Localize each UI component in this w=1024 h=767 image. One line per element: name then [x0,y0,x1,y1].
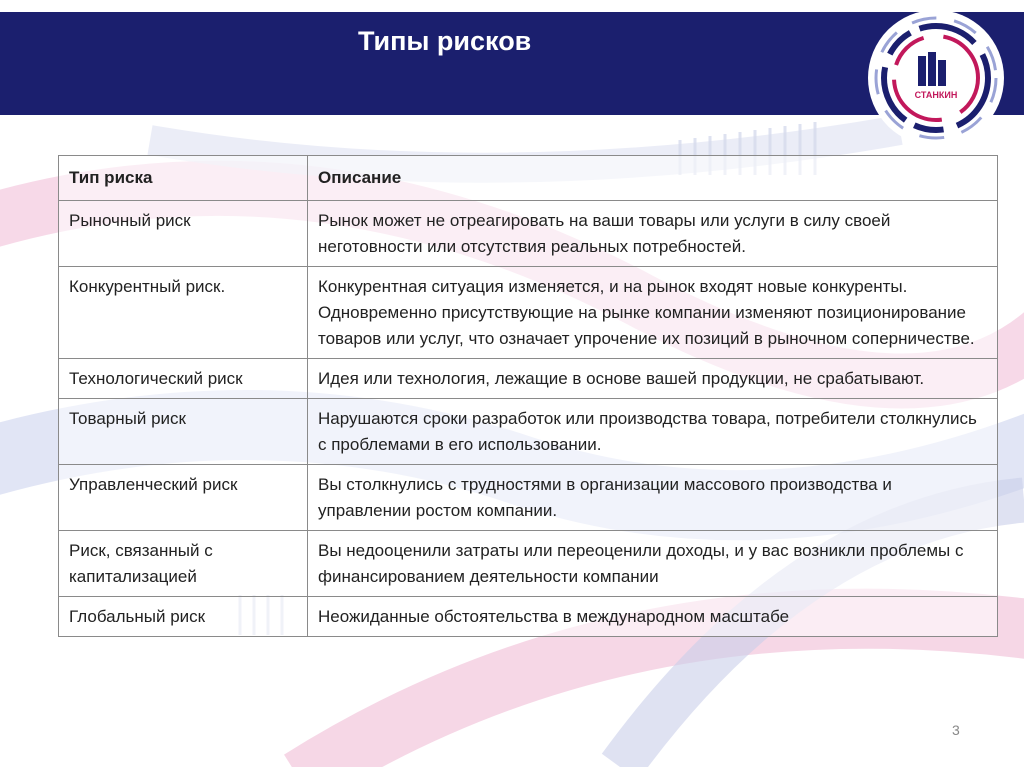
table-row [59,465,998,531]
risk-type-cell: Глобальный риск [59,597,308,637]
page-number: 3 [952,722,960,738]
header-risk-type: Тип риска [59,156,308,201]
table-row [59,201,998,267]
risk-description-cell: Идея или технология, лежащие в основе вашей продукции, не срабатывают. [308,359,998,399]
table-header-row [59,156,998,201]
risk-description-cell: Вы недооценили затраты или переоценили доходы, и у вас возникли проблемы с финансированием деятельности компании [308,531,998,597]
risk-type-cell: Технологический риск [59,359,308,399]
risk-description-cell: Нарушаются сроки разработок или производства товара, потребители столкнулись с проблемами в его использовании. [308,399,998,465]
risk-type-cell: Товарный риск [59,399,308,465]
risk-type-cell: Конкурентный риск. [59,267,308,359]
risk-description-cell: Вы столкнулись с трудностями в организации массового производства и управлении ростом компании. [308,465,998,531]
risk-type-cell: Рыночный риск [59,201,308,267]
slide-title: Типы рисков [358,26,532,56]
table-row [59,267,998,359]
risk-description-cell: Рынок может не отреагировать на ваши товары или услуги в силу своей неготовности или отсутствия реальных потребностей. [308,201,998,267]
risk-description-cell: Конкурентная ситуация изменяется, и на рынок входят новые конкуренты. Одновременно присутствующие на рынке компании изменяют позиционирование товаров или услуг, что означает упрочение их позиций в рыночном соперничестве. [308,267,998,359]
header-description: Описание [308,156,998,201]
table-row [59,359,998,399]
risk-type-cell: Управленческий риск [59,465,308,531]
table-row [59,399,998,465]
risk-type-cell: Риск, связанный с капитализацией [59,531,308,597]
risk-description-cell: Неожиданные обстоятельства в международном масштабе [308,597,998,637]
stankin-logo-icon [866,8,1006,148]
logo-text: СТАНКИН [914,90,958,100]
table-row [59,597,998,637]
risk-types-table [58,155,998,637]
table-row [59,531,998,597]
